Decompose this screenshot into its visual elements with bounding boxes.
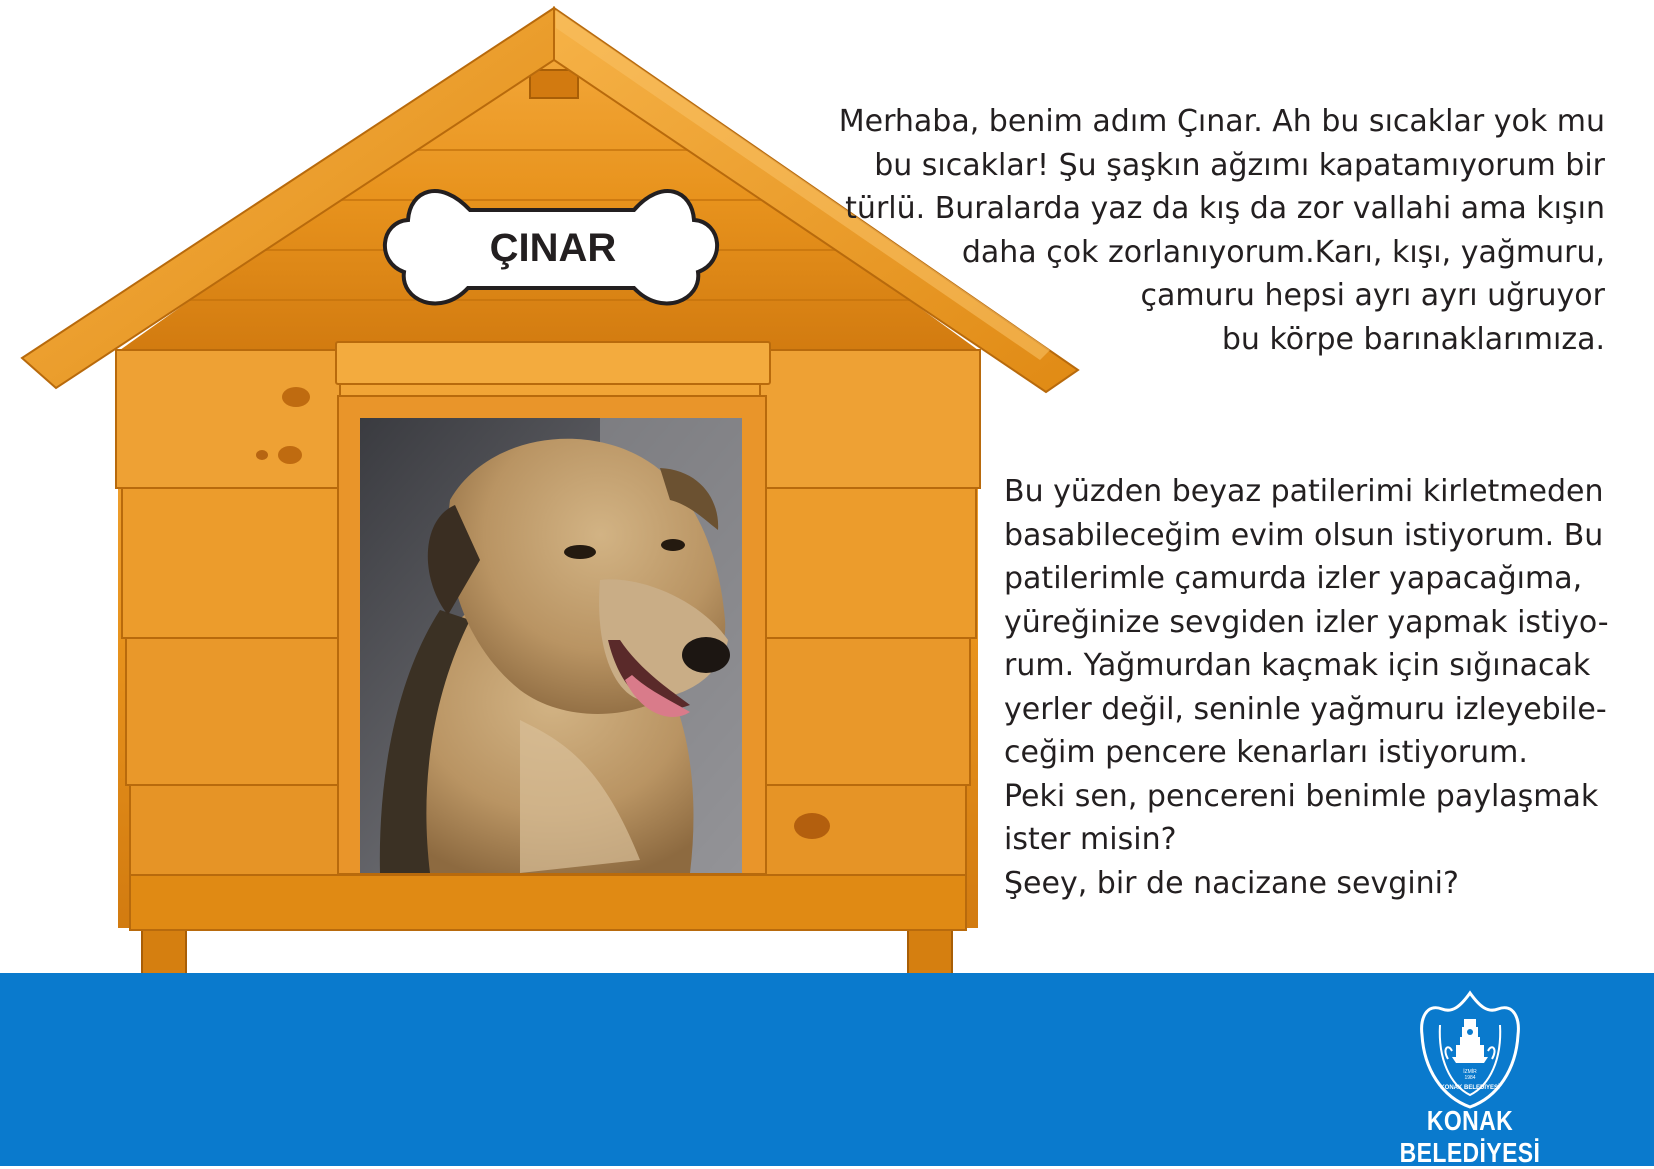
intro-paragraph bbox=[800, 100, 1605, 361]
plea-line: ister misin? bbox=[1004, 822, 1177, 857]
intro-line: daha çok zorlanıyorum.Karı, kışı, yağmuru, bbox=[961, 234, 1605, 270]
door-lintel bbox=[336, 342, 770, 384]
emblem-text-year: 1984 bbox=[1464, 1075, 1476, 1081]
house-leg-right bbox=[908, 928, 952, 974]
plea-line: yüreğinize sevgiden izler yapmak istiyo- bbox=[1004, 604, 1609, 640]
plea-line: Şeey, bir de nacizane sevgini? bbox=[1004, 865, 1459, 901]
konak-municipality-emblem-icon bbox=[1418, 989, 1522, 1111]
house-vent bbox=[530, 70, 578, 98]
intro-line: bu körpe barınaklarımıza. bbox=[1221, 321, 1605, 357]
plea-line: basabileceğim evim olsun istiyorum. Bu bbox=[1004, 517, 1604, 553]
intro-line: çamuru hepsi ayrı ayrı uğruyor bbox=[1140, 278, 1605, 313]
plea-paragraph bbox=[1004, 470, 1624, 905]
plea-line: yerler değil, seninle yağmuru izleyebile- bbox=[1004, 691, 1607, 727]
intro-line: türlü. Buralarda yaz da kış da zor vallahi ama kışın bbox=[845, 191, 1605, 226]
plea-line: ceğim pencere kenarları istiyorum. bbox=[1004, 735, 1528, 770]
emblem-text-top: İZMİR bbox=[1463, 1069, 1477, 1075]
plea-line: patilerimle çamurda izler yapacağıma, bbox=[1004, 561, 1583, 596]
emblem-text-ring: KONAK BELEDİYESİ bbox=[1440, 1085, 1500, 1091]
plea-line: Bu yüzden beyaz patilerimi kirletmeden bbox=[1004, 474, 1604, 509]
intro-line: Merhaba, benim adım Çınar. Ah bu sıcaklar yok mu bbox=[838, 104, 1605, 139]
dog-photo bbox=[360, 418, 742, 873]
intro-line: bu sıcaklar! Şu şaşkın ağzımı kapatamıyorum bir bbox=[874, 147, 1605, 183]
plea-line: Peki sen, pencereni benimle paylaşmak bbox=[1004, 778, 1599, 814]
plea-line: rum. Yağmurdan kaçmak için sığınacak bbox=[1004, 648, 1591, 683]
house-leg-left bbox=[142, 928, 186, 974]
brand-name: KONAK BELEDİYESİ bbox=[1399, 1105, 1541, 1168]
bone-sign-label: ÇINAR bbox=[489, 226, 617, 270]
